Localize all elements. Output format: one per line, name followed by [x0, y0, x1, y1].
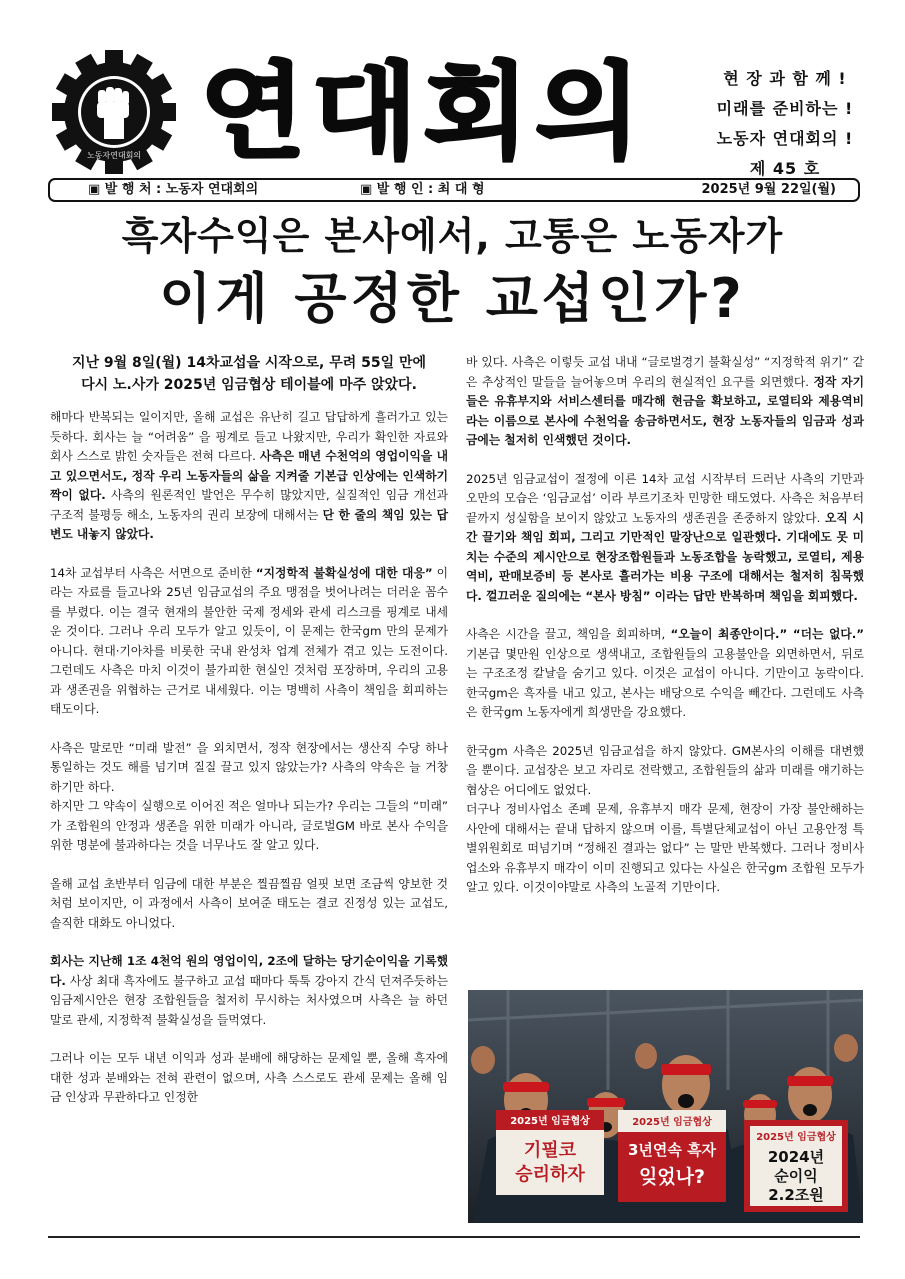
svg-text:2.2조원: 2.2조원	[768, 1186, 824, 1204]
svg-text:승리하자: 승리하자	[515, 1164, 585, 1185]
svg-text:3년연속 흑자: 3년연속 흑자	[627, 1141, 717, 1159]
protest-photo	[468, 990, 863, 1223]
article-paragraph: 올해 교섭 초반부터 임금에 대한 부분은 찔끔찔끔 얼핏 보면 조금씩 양보한 것처럼 보이지만, 이 과정에서 사측이 보여준 태도는 결코 진정성 있는 교섭도, 솔직한 대화도 아니었다.	[50, 876, 448, 930]
headline-line-2: 이게 공정한 교섭인가?	[159, 267, 746, 330]
article-paragraph: 14차 교섭부터 사측은 서면으로 준비한 “지정학적 불확실성에 대한 대응” 이라는 자료를 들고나와 25년 임금교섭의 주요 맹점을 벗어나려는 더러운 꼼수를 부렸다. 이는 결국 현재의 불안한 국제 정세와 관세 리스크를 핑계로 내세운 것이다. 그러나 우리 모두가 알고 있듯이, 이 문제는 한국gm 만의 문제가 아니다. 현대·기아차를 비롯한 국내 완성차 업계 전체가 겪고 있는 도전이다. 그런데도 사측은 마치 이것이 불가피한 현실인 것처럼 포장하며, 우리의 고용과 생존권을 위협하는 근거로 내세웠다. 이는 명백히 사측이 책임을 회피하는 태도이다.	[50, 565, 448, 716]
headline-line-1: 흑자수익은 본사에서, 고통은 노동자가	[121, 214, 784, 258]
svg-text:2025년 임금협상: 2025년 임금협상	[632, 1117, 712, 1128]
svg-text:2025년 임금협상: 2025년 임금협상	[756, 1132, 836, 1143]
svg-text:순이익: 순이익	[774, 1167, 818, 1185]
article-paragraph: 그러나 이는 모두 내년 이익과 성과 분배에 해당하는 문제일 뿐, 올해 흑자에 대한 성과 분배와는 전혀 관련이 없으며, 사측 스스로도 관세 문제는 올해 임금 인상과 무관하다고 인정한	[50, 1051, 448, 1104]
protest-sign	[618, 1110, 726, 1202]
info-bar	[48, 178, 860, 202]
slogan-line: 노동자 연대회의 !	[716, 129, 854, 148]
slogan-line: 현 장 과 함 께 !	[723, 69, 847, 88]
svg-text:2025년 임금협상: 2025년 임금협상	[510, 1116, 590, 1127]
issue-date: 2025년 9월 22일(월)	[701, 182, 836, 197]
protest-sign	[496, 1110, 604, 1195]
article-paragraph: 해마다 반복되는 일이지만, 올해 교섭은 유난히 길고 답답하게 흘러가고 있는 듯하다. 회사는 늘 “어려움” 을 핑계로 들고 나왔지만, 우리가 확인한 자료와 회사 스스로 밝힌 숫자들은 전혀 다르다. 사측은 매년 수천억의 영업이익을 내고 있으면서도, 정작 우리 노동자들의 삶을 지켜줄 기본급 인상에는 인색하기 짝이 없다. 사측의 원론적인 발언은 무수히 많았지만, 실질적인 임금 개선과 구조적 불평등 해소, 노동자의 권리 보장에 대해서는 단 한 줄의 책임 있는 답변도 내놓지 않았다.	[50, 410, 449, 541]
left-column	[50, 352, 448, 1127]
slogan	[700, 64, 870, 184]
article-paragraph: 2025년 임금교섭이 절정에 이른 14차 교섭 시작부터 드러난 사측의 기만과 오만의 모습은 ‘임금교섭’ 이라 부르기조차 민망한 태도였다. 사측은 처음부터 끝까지 성실함을 보이지 않았고 노동자의 생존권을 존중하지 않았다. 오직 시간 끌기와 책임 회피, 그리고 기만적인 말장난으로 일관했다. 기대에도 못 미치는 수준의 제시안으로 현장조합원들과 노동조합을 농락했고, 로열티, 제용역비, 판매보증비 등 본사로 흘러가는 비용 구조에 대해서는 철저히 침묵했다. 껄끄러운 질의에는 “본사 방침” 이라는 답만 반복하며 책임을 회피했다.	[466, 471, 864, 603]
protest-sign	[744, 1120, 848, 1212]
logo-text: 노동자연대회의	[86, 151, 142, 160]
article-paragraph: 사측은 말로만 “미래 발전” 을 외치면서, 정작 현장에서는 생산직 수당 하나 통일하는 것도 해를 넘기며 질질 끌고 있지 않았는가? 사측의 약속은 늘 거창하기만 하다.	[50, 740, 448, 794]
slogan-line: 미래를 준비하는 !	[716, 99, 854, 118]
right-column	[466, 353, 864, 917]
issuer: ▣ 발 행 인 : 최 대 형	[360, 182, 485, 197]
article-paragraph: 회사는 지난해 1조 4천억 원의 영업이익, 2조에 달하는 당기순이익을 기록했다. 사상 최대 흑자에도 불구하고 교섭 때마다 툭툭 강아지 간식 던져주듯하는 임금제시안은 현장 조합원들을 철저히 무시하는 처사였으며 사측은 늘 하던 말로 관세, 지정학적 불확실성을 들먹였다.	[50, 954, 448, 1027]
article-paragraph: 하지만 그 약속이 실행으로 이어진 적은 얼마나 되는가? 우리는 그들의 “미래” 가 조합원의 안정과 생존을 위한 미래가 아니라, 글로벌GM 바로 본사 수익을 위한 명분에 불과하다는 것을 너무나도 잘 알고 있다.	[50, 799, 448, 852]
svg-text:2024년: 2024년	[767, 1148, 825, 1166]
article-paragraph: 한국gm 사측은 2025년 임금교섭을 하지 않았다. GM본사의 이해를 대변했을 뿐이다. 교섭장은 보고 자리로 전락했고, 조합원들의 삶과 미래를 얘기하는 협상은 어디에도 없었다.	[466, 743, 864, 797]
article-paragraph: 사측은 시간을 끌고, 책임을 회피하며, “오늘이 최종안이다.” “더는 없다.” 기본급 몇만원 인상으로 생색내고, 조합원들의 고용불안을 외면하면서, 뒤로는 구조조정 칼날을 숨기고 있다. 이것은 교섭이 아니다. 기만이고 농락이다. 한국gm은 흑자를 내고 있고, 본사는 배당으로 수익을 빼간다. 그런데도 사측은 한국gm 노동자에게 희생만을 강요했다.	[466, 627, 864, 719]
article-paragraph: 바 있다. 사측은 이렇듯 교섭 내내 “글로벌경기 불확실성” “지정학적 위기” 같은 추상적인 말들을 늘어놓으며 우리의 현실적인 요구를 외면했다. 정작 자기들은 유휴부지와 서비스센터를 매각해 현금을 확보하고, 로열티와 제용역비 라는 이름으로 본사에 수천억을 송금하면서도, 현장 노동자들의 임금과 성과금에는 철저히 인색했던 것이다.	[466, 355, 864, 447]
protest-illustration	[468, 990, 863, 1223]
svg-text:기필코: 기필코	[523, 1140, 577, 1161]
issue-number: 제 45 호	[749, 159, 821, 178]
svg-text:잊었나?: 잊었나?	[638, 1166, 706, 1188]
bottom-rule	[48, 1236, 860, 1238]
union-logo	[52, 50, 176, 174]
lead-paragraph: 지난 9월 8일(월) 14차교섭을 시작으로, 무려 55일 만에 다시 노.사가 2025년 임금협상 테이블에 마주 앉았다.	[71, 355, 427, 393]
article-paragraph: 더구나 정비사업소 존폐 문제, 유휴부지 매각 문제, 현장이 가장 불안해하는 사안에 대해서는 끝내 답하지 않으며 이를, 특별단체교섭이 아닌 고용안정 특별위원회로 떠넘기며 “정해진 결과는 없다” 는 말만 반복했다. 그러나 정비사업소와 유휴부지 매각이 이미 진행되고 있다는 사실은 한국gm 조합원 모두가 알고 있다. 이것이야말로 사측의 노골적 기만이다.	[466, 802, 864, 894]
publisher: ▣ 발 행 처 : 노동자 연대회의	[88, 182, 259, 197]
masthead-title: 연대회의	[200, 51, 648, 173]
